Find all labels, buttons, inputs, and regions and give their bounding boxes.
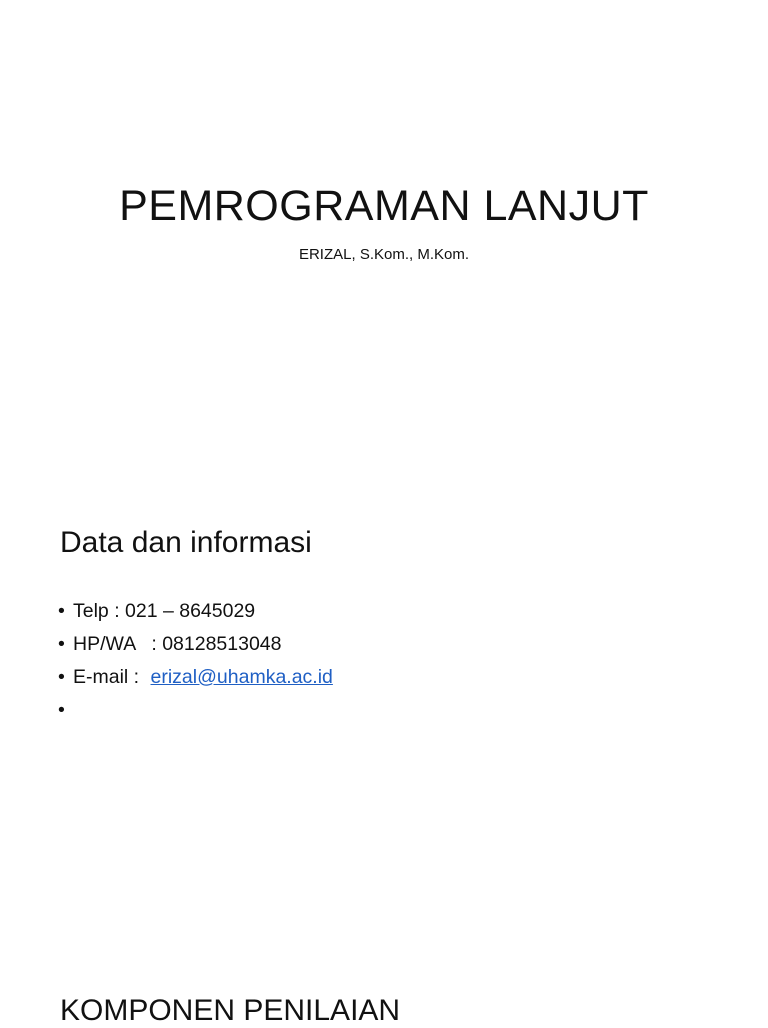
bullet-icon: • xyxy=(58,666,65,688)
list-item-mobile xyxy=(58,631,333,664)
lecturer-name: ERIZAL, S.Kom., M.Kom. xyxy=(298,246,470,263)
list-item-phone xyxy=(58,598,333,631)
assessment-heading: KOMPONEN PENILAIAN xyxy=(60,994,401,1027)
email-label: E-mail : xyxy=(73,666,145,688)
list-item-email xyxy=(58,664,333,697)
contact-list xyxy=(58,598,333,730)
bullet-icon: • xyxy=(58,633,65,655)
bullet-icon: • xyxy=(58,600,65,622)
bullet-icon: • xyxy=(58,699,65,721)
assessment-slide xyxy=(0,950,768,1027)
course-title: PEMROGRAMAN LANJUT xyxy=(119,182,649,230)
email-link[interactable]: erizal@uhamka.ac.id xyxy=(150,666,333,688)
list-item-empty xyxy=(58,697,333,730)
info-slide xyxy=(0,470,768,950)
mobile-text: HP/WA : 08128513048 xyxy=(73,633,282,655)
title-slide xyxy=(0,0,768,470)
info-heading: Data dan informasi xyxy=(60,526,312,559)
phone-text: Telp : 021 – 8645029 xyxy=(73,600,256,622)
